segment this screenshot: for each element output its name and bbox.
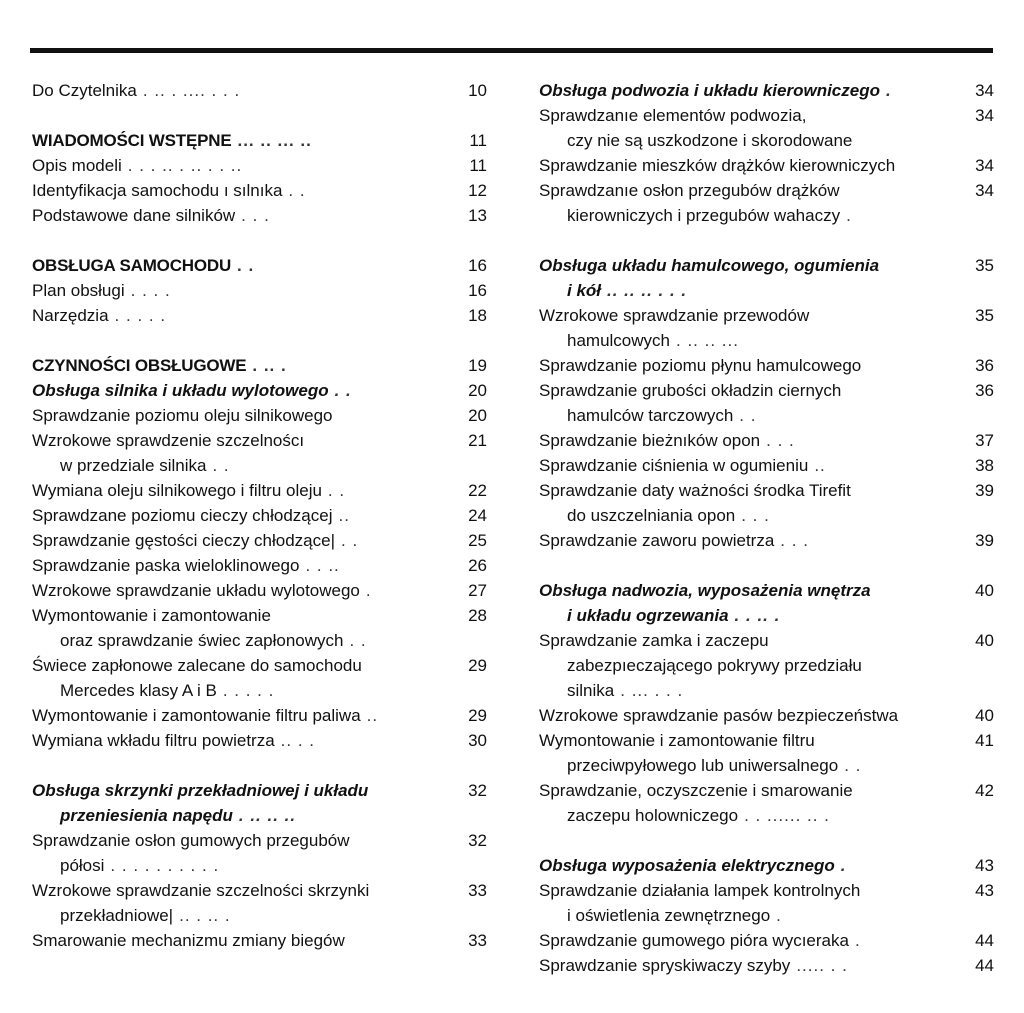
toc-title-continuation: kierowniczych i przegubów wahaczy . <box>567 206 852 225</box>
toc-dot-leader: . .. . .... . . . <box>142 81 241 100</box>
toc-entry[interactable] <box>539 153 994 178</box>
toc-dot-leader: . . <box>341 531 359 550</box>
toc-title-line: Sprawdzanie, oczyszczenie i smarowanie <box>539 781 853 800</box>
toc-dot-leader: . . <box>334 381 352 400</box>
toc-dot-leader: . . <box>844 756 862 775</box>
toc-title-line: Identyfikacja samochodu ı sılnıka <box>32 181 283 200</box>
toc-title-line: Sprawdzane poziomu cieczy chłodzącej <box>32 506 333 525</box>
toc-gap <box>539 553 994 578</box>
toc-dot-leader: .. <box>366 706 379 725</box>
toc-page-number: 34 <box>975 181 994 200</box>
toc-entry-title <box>539 103 964 153</box>
toc-entry-title <box>539 253 964 303</box>
toc-title-continuation: i układu ogrzewania . . .. . <box>567 606 781 625</box>
toc-page-number: 37 <box>975 431 994 450</box>
toc-entry-title <box>539 478 964 528</box>
toc-page-number: 12 <box>468 181 487 200</box>
toc-entry[interactable] <box>539 528 994 553</box>
top-rule <box>30 48 993 53</box>
toc-title-line: Smarowanie mechanizmu zmiany biegów <box>32 931 345 950</box>
toc-entry-title <box>539 178 964 228</box>
toc-title-line: WIADOMOŚCI WSTĘPNE <box>32 131 232 150</box>
toc-title-line: Wymontowanie i zamontowanie <box>32 606 271 625</box>
toc-dot-leader: .. <box>814 456 826 475</box>
toc-page-number: 11 <box>469 156 487 175</box>
toc-entry-title <box>539 928 964 953</box>
toc-title-continuation: zabezpıeczającego pokrywy przedziału <box>567 656 862 675</box>
toc-title-line: Obsługa wyposażenia elektrycznego <box>539 856 835 875</box>
toc-entry[interactable] <box>32 528 487 553</box>
toc-title-line: Sprawdzanie bieżnıków opon <box>539 431 761 450</box>
toc-entry-title <box>32 703 457 728</box>
toc-entry-title <box>32 728 457 753</box>
toc-title-line: Wzrokowe sprawdzanie przewodów <box>539 306 810 325</box>
toc-page-number: 33 <box>468 881 487 900</box>
toc-dot-leader: . . .. . <box>734 606 781 625</box>
toc-title-line: Wymontowanie i zamontowanie filtru paliwa <box>32 706 361 725</box>
toc-entry[interactable] <box>32 928 487 953</box>
toc-page-number: 43 <box>975 856 994 875</box>
toc-dot-leader: . . <box>327 481 346 500</box>
toc-dot-leader: . . . .. . .. . . .. <box>127 156 243 175</box>
toc-gap <box>539 228 994 253</box>
toc-title-line: Wzrokowe sprawdzanie układu wylotowego <box>32 581 360 600</box>
toc-entry-title <box>32 828 457 878</box>
toc-page-number: 41 <box>975 731 994 750</box>
toc-title-line: Sprawdzanie poziomu oleju silnikowego <box>32 406 333 425</box>
toc-entry[interactable] <box>32 478 487 503</box>
toc-page-number: 42 <box>975 781 994 800</box>
toc-entry[interactable] <box>32 653 487 703</box>
toc-page-number: 34 <box>975 156 994 175</box>
toc-title-line: Sprawdzanıe osłon przegubów drążków <box>539 181 840 200</box>
toc-entry-title <box>539 378 964 428</box>
toc-title-line: CZYNNOŚCI OBSŁUGOWE <box>32 356 247 375</box>
toc-entry[interactable] <box>32 503 487 528</box>
toc-section-heading[interactable] <box>32 253 487 278</box>
toc-dot-leader: . . . . . <box>222 681 275 700</box>
toc-title-line: Sprawdzanie zaworu powietrza <box>539 531 775 550</box>
toc-title-continuation: przeciwpyłowego lub uniwersalnego . . <box>567 756 862 775</box>
toc-entry[interactable] <box>539 628 994 703</box>
toc-entry[interactable] <box>539 703 994 728</box>
toc-dot-leader: . . <box>349 631 367 650</box>
toc-dot-leader: . <box>846 206 852 225</box>
toc-page-number: 35 <box>975 306 994 325</box>
toc-entry[interactable] <box>539 103 994 153</box>
toc-title-line: Obsługa podwozia i układu kierowniczego <box>539 81 880 100</box>
toc-page-number: 43 <box>975 881 994 900</box>
toc-entry-title <box>539 528 964 553</box>
toc-dot-leader: . . . . . . . . . . <box>110 856 220 875</box>
toc-entry[interactable] <box>32 728 487 753</box>
toc-entry-title <box>539 578 964 628</box>
toc-dot-leader: . . ...... .. . <box>744 806 830 825</box>
toc-dot-leader: . .. . <box>252 356 287 375</box>
toc-dot-leader: . . . <box>766 431 795 450</box>
toc-entry[interactable] <box>539 928 994 953</box>
toc-page-number: 16 <box>468 256 487 275</box>
toc-entry-title <box>539 78 964 103</box>
toc-entry-title <box>539 953 964 978</box>
toc-page-number: 21 <box>468 431 487 450</box>
toc-page-number: 27 <box>468 581 487 600</box>
toc-title-continuation: Mercedes klasy A i B . . . . . <box>60 681 275 700</box>
toc-gap <box>32 328 487 353</box>
toc-entry[interactable] <box>32 403 487 428</box>
toc-page-number: 30 <box>468 731 487 750</box>
toc-dot-leader: . . . . <box>130 281 171 300</box>
toc-title-line: Wzrokowe sprawdzanie pasów bezpieczeństwa <box>539 706 899 725</box>
toc-page-number: 29 <box>468 656 487 675</box>
toc-entry-title <box>32 603 457 653</box>
toc-title-line: Wymontowanie i zamontowanie filtru <box>539 731 815 750</box>
toc-title-line: Sprawdzanie paska wieloklinowego <box>32 556 300 575</box>
toc-title-line: Sprawdzanie gęstości cieczy chłodzące| <box>32 531 336 550</box>
toc-entry[interactable] <box>539 478 994 528</box>
toc-title-continuation: półosi . . . . . . . . . . <box>60 856 220 875</box>
toc-dot-leader: . ... . . . <box>620 681 684 700</box>
toc-dot-leader: . . <box>212 456 230 475</box>
toc-page-number: 32 <box>468 781 487 800</box>
toc-page-number: 36 <box>975 381 994 400</box>
toc-dot-leader: ..... . . <box>796 956 848 975</box>
toc-title-continuation: i oświetlenia zewnętrznego . <box>567 906 782 925</box>
toc-dot-leader: . . .. <box>305 556 340 575</box>
toc-entry[interactable] <box>539 303 994 353</box>
toc-dot-leader: . .. .. ... <box>676 331 739 350</box>
toc-dot-leader: . . <box>237 256 255 275</box>
toc-dot-leader: ... .. ... .. <box>237 131 312 150</box>
toc-section-heading[interactable] <box>32 353 487 378</box>
toc-gap <box>539 828 994 853</box>
toc-subsection-heading[interactable] <box>539 578 994 628</box>
toc-page-number: 34 <box>975 106 994 125</box>
toc-page-number: 44 <box>975 931 994 950</box>
toc-page-number: 33 <box>468 931 487 950</box>
toc-entry-title <box>32 653 457 703</box>
toc-section-heading[interactable] <box>32 128 487 153</box>
toc-title-continuation: do uszczelniania opon . . . <box>567 506 770 525</box>
toc-title-line: Sprawdzanie mieszków drążków kierowniczych <box>539 156 896 175</box>
toc-entry-title <box>32 153 457 178</box>
toc-title-continuation: w przedziale silnika . . <box>60 456 230 475</box>
toc-entry-title <box>32 778 457 828</box>
toc-dot-leader: . . <box>739 406 757 425</box>
toc-entry-title <box>32 378 457 403</box>
toc-entry-title <box>32 403 457 428</box>
toc-entry-title <box>32 878 457 928</box>
toc-entry[interactable] <box>539 778 994 828</box>
toc-entry-title <box>539 453 964 478</box>
toc-entry[interactable] <box>32 553 487 578</box>
toc-dot-leader: . <box>886 81 892 100</box>
toc-page-number: 44 <box>975 956 994 975</box>
toc-subsection-heading[interactable] <box>32 378 487 403</box>
toc-entry-title <box>32 428 457 478</box>
toc-title-line: Obsługa nadwozia, wyposażenia wnętrza <box>539 581 871 600</box>
toc-subsection-heading[interactable] <box>539 253 994 303</box>
toc-entry-title <box>32 528 457 553</box>
toc-entry-title <box>32 553 457 578</box>
toc-entry[interactable] <box>32 603 487 653</box>
toc-entry[interactable] <box>32 878 487 928</box>
toc-title-line: Sprawdzanie gumowego pióra wycıeraka <box>539 931 849 950</box>
toc-title-continuation: hamulców tarczowych . . <box>567 406 757 425</box>
toc-entry-title <box>32 353 457 378</box>
toc-gap <box>32 228 487 253</box>
toc-title-line: Sprawdzanie ciśnienia w ogumieniu <box>539 456 809 475</box>
toc-entry-title <box>539 303 964 353</box>
toc-page-number: 29 <box>468 706 487 725</box>
toc-gap <box>32 103 487 128</box>
toc-title-continuation: hamulcowych . .. .. ... <box>567 331 739 350</box>
toc-dot-leader: . . . <box>780 531 809 550</box>
toc-entry[interactable] <box>539 953 994 978</box>
toc-entry-title <box>539 703 964 728</box>
toc-title-line: Sprawdzanıe elementów podwozia, <box>539 106 807 125</box>
toc-subsection-heading[interactable] <box>32 778 487 828</box>
toc-page-number: 39 <box>975 531 994 550</box>
toc-page-number: 24 <box>468 506 487 525</box>
toc-title-line: Sprawdzanie grubości okładzin ciernych <box>539 381 842 400</box>
toc-entry[interactable] <box>539 353 994 378</box>
toc-subsection-heading[interactable] <box>539 853 994 878</box>
toc-title-line: Wymiana oleju silnikowego i filtru oleju <box>32 481 322 500</box>
toc-title-line: Opis modeli <box>32 156 122 175</box>
toc-title-line: Sprawdzanie zamka i zaczepu <box>539 631 769 650</box>
toc-entry-title <box>539 628 964 703</box>
toc-page-number: 11 <box>469 131 487 150</box>
toc-page-number: 32 <box>468 831 487 850</box>
toc-page-number: 40 <box>975 581 994 600</box>
toc-title-continuation: przeniesienia napędu . .. .. .. <box>60 806 297 825</box>
toc-entry-title <box>32 128 457 153</box>
toc-entry[interactable] <box>32 828 487 878</box>
toc-title-continuation: oraz sprawdzanie świec zapłonowych . . <box>60 631 367 650</box>
toc-entry-title <box>32 928 457 953</box>
toc-page-number: 10 <box>468 81 487 100</box>
toc-entry[interactable] <box>32 428 487 478</box>
toc-title-continuation: i kół .. .. .. . . . <box>567 281 688 300</box>
toc-dot-leader: . . <box>288 181 306 200</box>
toc-page-number: 38 <box>975 456 994 475</box>
toc-title-line: Narzędzia <box>32 306 109 325</box>
toc-title-line: Sprawdzanie spryskiwaczy szyby <box>539 956 791 975</box>
toc-dot-leader: . <box>854 931 861 950</box>
toc-left-column <box>32 78 487 953</box>
toc-title-continuation: czy nie są uszkodzone i skorodowane <box>567 131 853 150</box>
toc-entry[interactable] <box>539 728 994 778</box>
toc-page-number: 39 <box>975 481 994 500</box>
toc-entry-title <box>539 428 964 453</box>
toc-entry[interactable] <box>32 578 487 603</box>
toc-page-number: 40 <box>975 631 994 650</box>
toc-entry-title <box>32 303 457 328</box>
toc-title-line: Podstawowe dane silników <box>32 206 236 225</box>
toc-gap <box>32 753 487 778</box>
toc-title-line: Obsługa silnika i układu wylotowego <box>32 381 329 400</box>
toc-dot-leader: . <box>840 856 847 875</box>
toc-page-number: 22 <box>468 481 487 500</box>
toc-title-line: Obsługa skrzynki przekładniowej i układu <box>32 781 369 800</box>
toc-entry-title <box>32 203 457 228</box>
toc-entry-title <box>539 153 964 178</box>
toc-page-number: 16 <box>468 281 487 300</box>
toc-page-number: 20 <box>468 406 487 425</box>
toc-entry-title <box>539 853 964 878</box>
toc-title-continuation: silnika . ... . . . <box>567 681 684 700</box>
toc-title-line: Świece zapłonowe zalecane do samochodu <box>32 656 362 675</box>
toc-entry[interactable] <box>32 703 487 728</box>
toc-entry-title <box>32 178 457 203</box>
toc-title-continuation: przekładniowe| .. . .. . <box>60 906 231 925</box>
toc-dot-leader: .. . . <box>280 731 316 750</box>
toc-dot-leader: . . . <box>741 506 770 525</box>
toc-entry-title <box>32 78 457 103</box>
toc-title-line: Obsługa układu hamulcowego, ogumienia <box>539 256 880 275</box>
toc-title-line: Wymiana wkładu filtru powietrza <box>32 731 275 750</box>
toc-entry[interactable] <box>32 278 487 303</box>
toc-entry[interactable] <box>539 428 994 453</box>
toc-title-line: OBSŁUGA SAMOCHODU <box>32 256 232 275</box>
toc-entry-title <box>32 578 457 603</box>
toc-dot-leader: . . . . . <box>114 306 167 325</box>
toc-entry[interactable] <box>539 378 994 428</box>
toc-entry-title <box>539 728 964 778</box>
toc-page-number: 34 <box>975 81 994 100</box>
toc-page-number: 25 <box>468 531 487 550</box>
toc-dot-leader: .. . .. . <box>179 906 231 925</box>
toc-entry-title <box>539 353 964 378</box>
toc-entry[interactable] <box>32 78 487 103</box>
toc-dot-leader: .. <box>338 506 350 525</box>
toc-entry-title <box>32 278 457 303</box>
toc-title-line: Wzrokowe sprawdzenie szczelnoścı <box>32 431 305 450</box>
toc-dot-leader: . <box>776 906 782 925</box>
toc-right-column <box>539 78 994 978</box>
toc-entry[interactable] <box>32 153 487 178</box>
toc-page-number: 28 <box>468 606 487 625</box>
toc-entry-title <box>539 778 964 828</box>
toc-title-continuation: zaczepu holowniczego . . ...... .. . <box>567 806 830 825</box>
toc-title-line: Sprawdzanie działania lampek kontrolnych <box>539 881 861 900</box>
toc-title-line: Sprawdzanie poziomu płynu hamulcowego <box>539 356 862 375</box>
toc-page-number: 35 <box>975 256 994 275</box>
toc-entry-title <box>32 478 457 503</box>
toc-entry-title <box>32 503 457 528</box>
toc-title-line: Sprawdzanie osłon gumowych przegubów <box>32 831 350 850</box>
toc-page-number: 18 <box>468 306 487 325</box>
toc-title-line: Wzrokowe sprawdzanie szczelności skrzynki <box>32 881 370 900</box>
toc-title-line: Sprawdzanie daty ważności środka Tirefit <box>539 481 851 500</box>
toc-entry-title <box>32 253 457 278</box>
toc-dot-leader: .. .. .. . . . <box>607 281 688 300</box>
toc-page-number: 40 <box>975 706 994 725</box>
toc-entry[interactable] <box>32 178 487 203</box>
toc-dot-leader: . . . <box>241 206 270 225</box>
toc-entry[interactable] <box>539 178 994 228</box>
toc-entry[interactable] <box>32 303 487 328</box>
toc-dot-leader: . <box>365 581 372 600</box>
toc-page-number: 26 <box>468 556 487 575</box>
toc-page-number: 36 <box>975 356 994 375</box>
toc-page-number: 20 <box>468 381 487 400</box>
toc-title-line: Plan obsługi <box>32 281 125 300</box>
toc-entry-title <box>539 878 964 928</box>
toc-dot-leader: . .. .. .. <box>238 806 297 825</box>
toc-entry[interactable] <box>539 453 994 478</box>
toc-entry[interactable] <box>32 203 487 228</box>
toc-entry[interactable] <box>539 878 994 928</box>
toc-title-line: Do Czytelnika <box>32 81 137 100</box>
toc-page-number: 19 <box>468 356 487 375</box>
toc-page-number: 13 <box>468 206 487 225</box>
toc-subsection-heading[interactable] <box>539 78 994 103</box>
